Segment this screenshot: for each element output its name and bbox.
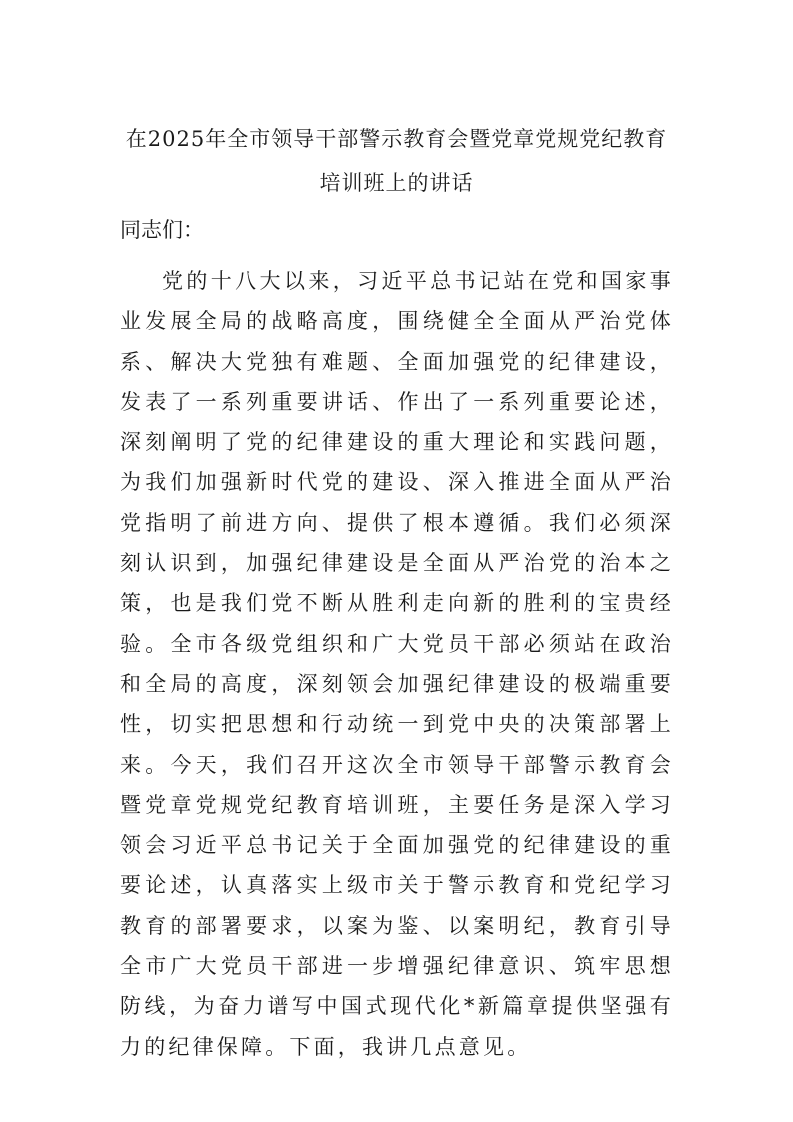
salutation: 同志们： <box>120 218 204 242</box>
document-title: 在2025年全市领导干部警示教育会暨党章党规党纪教育培训班上的讲话 <box>125 127 668 195</box>
body-paragraph: 党的十八大以来，习近平总书记站在党和国家事业发展全局的战略高度，围绕健全全面从严治党体系、解决大党独有难题、全面加强党的纪律建设，发表了一系列重要讲话、作出了一系列重要论述，深刻阐明了党的纪律建设的重大理论和实践问题，为我们加强新时代党的建设、深入推进全面从严治党指明了前进方向、提供了根本遵循。我们必须深刻认识到，加强纪律建设是全面从严治党的治本之策，也是我们党不断从胜利走向新的胜利的宝贵经验。全市各级党组织和广大党员干部必须站在政治和全局的高度，深刻领会加强纪律建设的极端重要性，切实把思想和行动统一到党中央的决策部署上来。今天，我们召开这次全市领导干部警示教育会暨党章党规党纪教育培训班，主要任务是深入学习领会习近平总书记关于全面加强党的纪律建设的重要论述，认真落实上级市关于警示教育和党纪学习教育的部署要求，以案为鉴、以案明纪，教育引导全市广大党员干部进一步增强纪律意识、筑牢思想防线，为奋力谱写中国式现代化*新篇章提供坚强有力的纪律保障。下面，我讲几点意见。 <box>120 269 674 1059</box>
